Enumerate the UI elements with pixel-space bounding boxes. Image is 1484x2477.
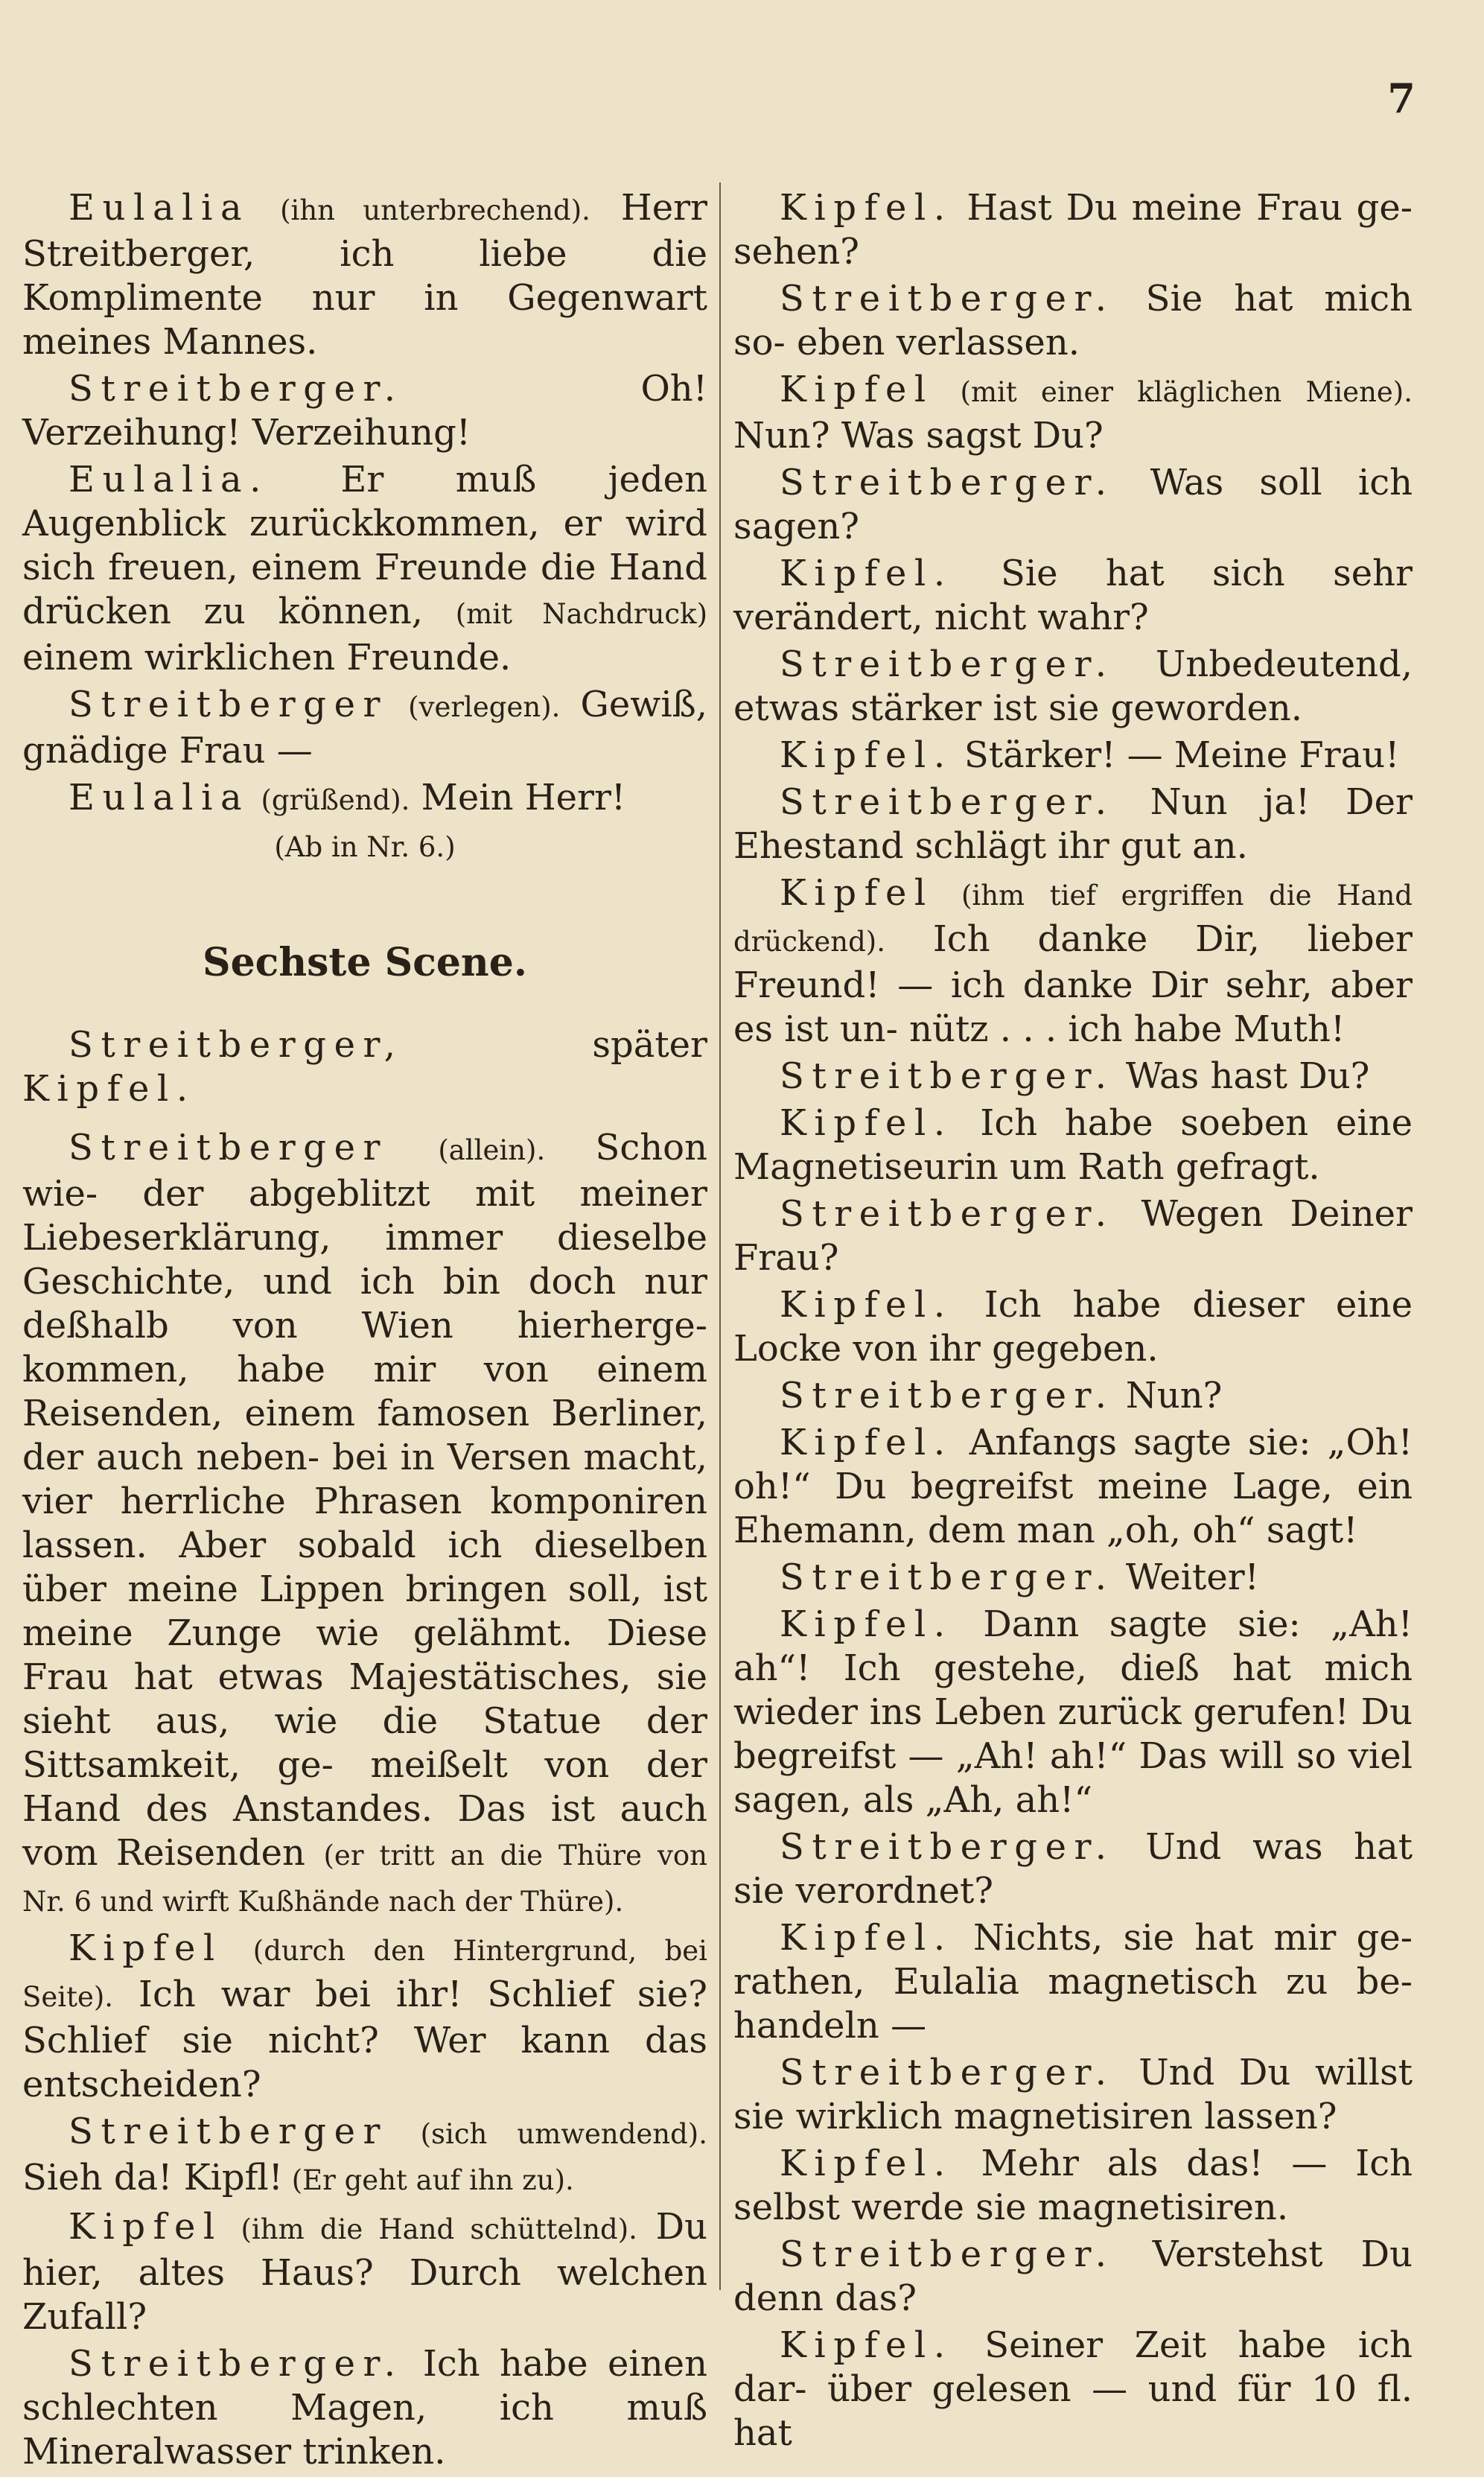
speaker-name: Eulalia <box>69 777 250 818</box>
speech-text: Dann sagte sie: „Ah! ah“! Ich gestehe, dieß hat mich wieder ins Leben zurück gerufen! Du begreifst — „Ah! ah!“ Das will so viel sagen, als „Ah, ah!“ <box>733 1603 1413 1821</box>
speech <box>22 1126 707 1924</box>
speech <box>733 1421 1413 1553</box>
speaker-name: Streitberger. <box>780 1826 1115 1868</box>
speech <box>733 2324 1413 2455</box>
stage-direction: (sich umwendend). <box>420 2118 707 2150</box>
speech-text: Anfangs sagte sie: „Oh! oh!“ Du begreifst meine Lage, ein Ehemann, dem man „oh, oh“ sagt! <box>733 1422 1413 1551</box>
speech <box>733 734 1413 778</box>
stage-direction: (verlegen). <box>408 691 561 723</box>
speech <box>22 2205 707 2339</box>
cast-text: später <box>403 1024 707 1066</box>
speech-text: Und Du willst sie wirklich magnetisiren lassen? <box>733 2052 1413 2137</box>
speech <box>733 552 1413 640</box>
speech <box>733 1825 1413 1913</box>
speech-text: Stärker! — Meine Frau! <box>952 734 1400 776</box>
speaker-name: Kipfel. <box>780 1917 953 1959</box>
stage-direction: (ihm tief ergriffen die Hand drückend). <box>733 880 1413 958</box>
column-divider <box>719 182 721 2290</box>
speech <box>733 1603 1413 1822</box>
speech-text: Sieh da! Kipfl! <box>22 2157 283 2198</box>
page-number: 7 <box>1387 74 1415 122</box>
speaker-name: Eulalia. <box>69 459 269 500</box>
speaker-name: Streitberger. <box>780 781 1115 823</box>
speaker-name: Streitberger. <box>69 2343 404 2385</box>
speech <box>733 2142 1413 2230</box>
speech-text: Unbedeutend, etwas stärker ist sie geworden. <box>733 643 1413 729</box>
speech-text: Nun? <box>1114 1375 1223 1416</box>
speech-text: Er muß jeden Augenblick zurückkommen, er wird sich freuen, einem Freunde die Hand drücken zu können, <box>22 459 707 632</box>
speaker-name: Kipfel <box>69 1927 223 1969</box>
speech <box>733 1916 1413 2048</box>
speaker-name: Kipfel <box>780 872 934 914</box>
speaker-name: Kipfel. <box>780 1284 953 1326</box>
speaker-name: Streitberger. <box>780 278 1115 319</box>
speech <box>733 461 1413 549</box>
speech-text: Mehr als das! — Ich selbst werde sie magnetisiren. <box>733 2143 1413 2228</box>
speech <box>733 1556 1413 1600</box>
speech <box>22 1927 707 2107</box>
speaker-name: Streitberger. <box>780 462 1115 503</box>
speech <box>733 2233 1413 2321</box>
speaker-name: Kipfel. <box>780 2143 953 2184</box>
speech <box>22 776 707 822</box>
speech <box>733 277 1413 365</box>
speaker-name: Streitberger. <box>780 1193 1115 1235</box>
speech <box>733 1192 1413 1280</box>
speech-text: Mein Herr! <box>410 777 626 818</box>
speech-text: Weiter! <box>1114 1557 1259 1598</box>
speaker-name: Kipfel. <box>780 1422 953 1463</box>
speech <box>22 186 707 364</box>
speech-text: Ich habe dieser eine Locke von ihr gegeben. <box>733 1284 1413 1370</box>
speaker-name: Kipfel. <box>780 1102 953 1144</box>
cast-name: Kipfel. <box>22 1068 196 1110</box>
speech-text: Nun? Was sagst Du? <box>733 415 1104 457</box>
speech <box>733 1283 1413 1371</box>
speech <box>733 2051 1413 2139</box>
stage-direction: (er tritt an die Thüre von Nr. 6 und wirft Kußhände nach der Thüre). <box>22 1840 707 1918</box>
speaker-name: Streitberger. <box>69 368 404 410</box>
speech-text: Seiner Zeit habe ich dar- über gelesen — und für 10 fl. hat <box>733 2324 1413 2454</box>
speech <box>22 458 707 680</box>
speech-text: Ich habe soeben eine Magnetiseurin um Rath gefragt. <box>733 1102 1413 1188</box>
speaker-name: Kipfel. <box>780 734 953 776</box>
speech-text: Was hast Du? <box>1114 1055 1370 1097</box>
cast-list <box>22 1023 707 1111</box>
speaker-name: Streitberger <box>69 684 389 725</box>
speech-text: Hast Du meine Frau ge- sehen? <box>733 187 1413 273</box>
speaker-name: Kipfel. <box>780 2324 953 2366</box>
left-column <box>22 186 707 2477</box>
speech-text: Gewiß, gnädige Frau — <box>22 684 707 772</box>
speaker-name: Streitberger <box>69 1127 389 1168</box>
speaker-name: Kipfel. <box>780 1603 953 1645</box>
speech <box>733 186 1413 274</box>
speech-text: Ich danke Dir, lieber Freund! — ich danke Dir sehr, aber es ist un- nütz . . . ich habe Muth! <box>733 918 1413 1050</box>
speech-text: Was soll ich sagen? <box>733 462 1413 547</box>
speech-text: Verstehst Du denn das? <box>733 2233 1413 2319</box>
speech <box>733 871 1413 1052</box>
speaker-name: Kipfel <box>780 369 934 410</box>
speaker-name: Streitberger. <box>780 2233 1115 2275</box>
scene-title: Sechste Scene. <box>203 940 527 985</box>
speaker-name: Kipfel. <box>780 553 953 594</box>
speech-text: Sie hat sich sehr verändert, nicht wahr? <box>733 553 1413 638</box>
stage-direction: (ihn unterbrechend). <box>280 194 590 226</box>
speech-text: Herr Streitberger, ich liebe die Komplimente nur in Gegenwart meines Mannes. <box>22 187 708 363</box>
speech-text: einem wirklichen Freunde. <box>22 637 512 678</box>
speech-text: Nun ja! Der Ehestand schlägt ihr gut an. <box>733 781 1413 867</box>
speaker-name: Streitberger. <box>780 1055 1115 1097</box>
speech <box>733 780 1413 868</box>
speech <box>22 2110 707 2202</box>
speech <box>733 1055 1413 1098</box>
speech <box>733 1101 1413 1189</box>
stage-direction: (grüßend). <box>261 784 410 816</box>
speech-text: Oh! Verzeihung! Verzeihung! <box>22 368 707 454</box>
speech-text: Ich war bei ihr! Schlief sie? Schlief sie nicht? Wer kann das entscheiden? <box>22 1974 707 2105</box>
speaker-name: Kipfel. <box>780 187 953 229</box>
speech-text: Ich habe einen schlechten Magen, ich muß Mineralwasser trinken. <box>22 2343 707 2473</box>
speech-text: Nichts, sie hat mir ge- rathen, Eulalia magnetisch zu be- handeln — <box>733 1917 1413 2047</box>
speech-text: Und was hat sie verordnet? <box>733 1826 1413 1912</box>
stage-direction: (durch den Hintergrund, bei Seite). <box>22 1935 707 2013</box>
stage-direction: (mit einer kläglichen Miene). <box>960 376 1413 408</box>
speech <box>733 368 1413 458</box>
speaker-name: Streitberger <box>69 2111 389 2152</box>
stage-direction: (mit Nachdruck) <box>455 598 707 630</box>
stage-direction: (Er geht auf ihn zu). <box>282 2164 574 2196</box>
speaker-name: Streitberger. <box>780 643 1115 685</box>
speech-text: Wegen Deiner Frau? <box>733 1193 1413 1279</box>
speaker-name: Eulalia <box>69 187 250 229</box>
stage-direction: (ihm die Hand schüttelnd). <box>241 2213 637 2245</box>
speech <box>22 2342 707 2474</box>
speech <box>733 1374 1413 1418</box>
exit-note: (Ab in Nr. 6.) <box>274 831 456 863</box>
speaker-name: Kipfel <box>69 2206 223 2248</box>
speech <box>733 643 1413 731</box>
speaker-name: Streitberger. <box>780 1557 1115 1598</box>
speaker-name: Streitberger. <box>780 2052 1115 2093</box>
speech <box>22 683 707 773</box>
speech <box>22 367 707 455</box>
speech-text: Sie hat mich so- eben verlassen. <box>733 278 1413 363</box>
speech-text: Schon wie- der abgeblitzt mit meiner Liebeserklärung, immer dieselbe Geschichte, und ich bin doch nur deßhalb von Wien hierherge- kommen, habe mir von einem Reisenden, einem famosen Berliner, der auch neben- bei in Versen macht, vier herrliche Phrasen komponiren lassen. Aber sobald ich dieselben über meine Lippen bringen soll, ist meine Zunge wie gelähmt. Diese Frau hat etwas Majestätisches, sie sieht aus, wie die Statue der Sittsamkeit, ge- meißelt von der Hand des Anstandes. Das ist auch vom Reisenden <box>22 1127 707 1874</box>
speech-text: Du hier, altes Haus? Durch welchen Zufall? <box>22 2206 707 2338</box>
cast-name: Streitberger, <box>69 1024 404 1066</box>
stage-direction: (allein). <box>438 1134 546 1166</box>
speaker-name: Streitberger. <box>780 1375 1115 1416</box>
right-column <box>733 186 1413 2458</box>
